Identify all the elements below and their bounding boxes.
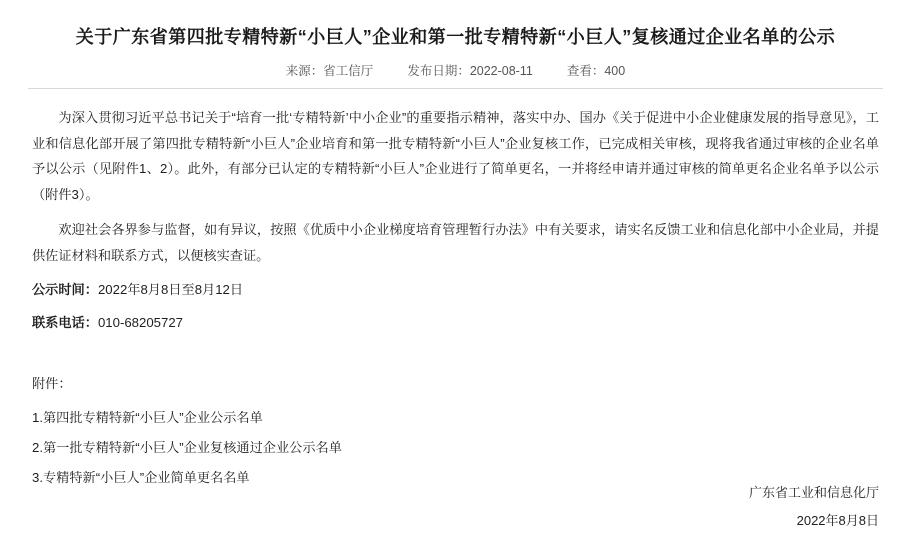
meta-source: 来源：省工信厅 — [285, 64, 374, 78]
signature-organization: 广东省工业和信息化厅 — [748, 484, 879, 500]
document-body — [28, 89, 883, 492]
body-paragraph-2: 欢迎社会各界参与监督，如有异议，按照《优质中小企业梯度培育管理暂行办法》中有关要求，请实名反馈工业和信息化部中小企业局，并提供佐证材料和联系方式，以便核实查证。 — [32, 221, 879, 263]
page-title: 关于广东省第四批专精特新“小巨人”企业和第一批专精特新“小巨人”复核通过企业名单的公示 — [75, 27, 836, 47]
contact-phone-line — [32, 310, 879, 335]
list-item[interactable]: 2.第一批专精特新“小巨人”企业复核通过企业公示名单 — [32, 439, 342, 455]
section-spacer — [32, 344, 879, 370]
signature-date: 2022年8月8日 — [796, 513, 879, 529]
notice-period-line — [32, 277, 879, 302]
signature-block — [749, 479, 879, 536]
contact-phone-label: 联系电话： — [32, 315, 98, 331]
notice-period-value: 2022年8月8日至8月12日 — [97, 282, 244, 298]
body-paragraph-1: 为深入贯彻习近平总书记关于“培育一批‘专精特新’中小企业”的重要指示精神，落实中办、国办《关于促进中小企业健康发展的指导意见》，工业和信息化部开展了第四批专精特新“小巨人”企业培育和第一批专精特新“小巨人”企业复核工作，已完成相关审核，现将我省通过审核的企业名单予以公示（见附件1、2）。此外，有部分已认定的专精特新“小巨人”企业进行了简单更名，一并将经申请并通过审核的简单更名企业名单予以公示（附件3）。 — [32, 110, 879, 203]
meta-publish-date: 发布日期：2022-08-11 — [407, 64, 533, 78]
list-item[interactable]: 1.第四批专精特新“小巨人”企业公示名单 — [32, 410, 263, 426]
document-meta-bar — [28, 61, 883, 89]
meta-views: 查看：400 — [566, 64, 626, 78]
attachments-heading: 附件： — [32, 375, 72, 391]
notice-period-label: 公示时间： — [32, 282, 98, 298]
contact-phone-value: 010-68205727 — [97, 315, 184, 331]
list-item[interactable]: 3.专精特新“小巨人”企业简单更名名单 — [32, 469, 250, 485]
